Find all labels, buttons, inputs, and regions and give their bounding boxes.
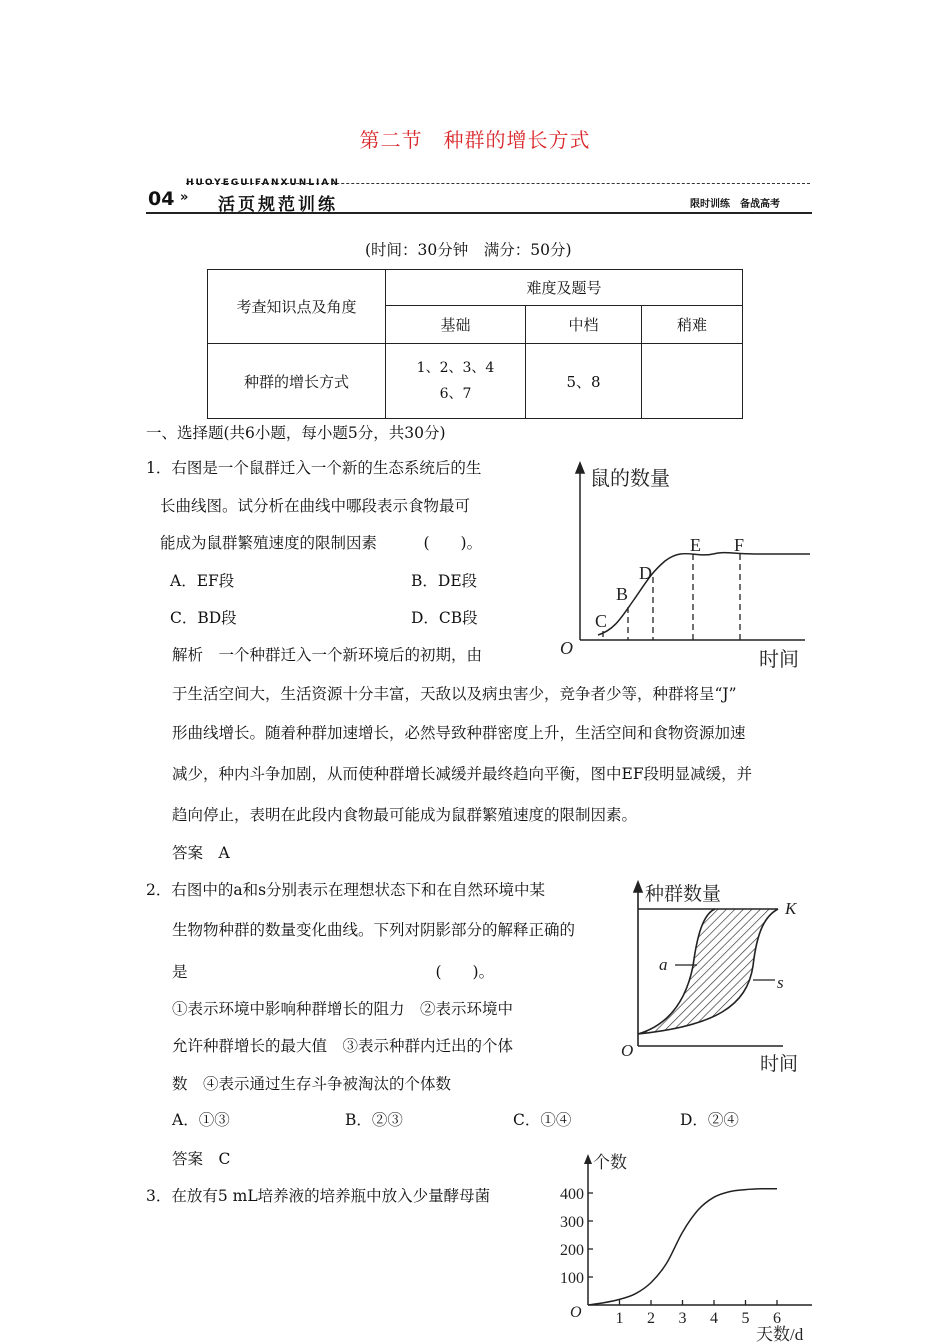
page-title: 第二节 种群的增长方式 <box>359 128 591 152</box>
table-cell-basic <box>386 344 526 419</box>
table-header-topic: 考查知识点及角度 <box>208 270 386 344</box>
q2-line2: 生物物种群的数量变化曲线。下列对阴影部分的解释正确的 <box>172 921 576 939</box>
q2-answer: 答案 C <box>172 1150 231 1168</box>
q3-x-tick-label: 5 <box>741 1310 750 1327</box>
q3-y-tick-label: 400 <box>560 1186 584 1203</box>
q1-point-e: E <box>690 535 701 555</box>
q2-line5: 允许种群增长的最大值 ③表示种群内迁出的个体 <box>172 1037 514 1055</box>
q1-y-arrow <box>576 463 584 473</box>
q2-line3: 是 ( )。 <box>172 963 495 981</box>
knowledge-table <box>207 269 743 419</box>
table-level-hard: 稍难 <box>642 306 743 344</box>
banner-rule <box>146 212 812 214</box>
q2-k-label: K <box>785 899 797 918</box>
q2-line1: 2．右图中的a和s分别表示在理想状态下和在自然环境中某 <box>146 881 546 899</box>
banner-pinyin: HUOYEGUIFANXUNLIAN <box>186 178 340 188</box>
q3-y-tick-label: 300 <box>560 1214 584 1231</box>
table-level-medium: 中档 <box>526 306 642 344</box>
q2-origin: O <box>621 1041 634 1060</box>
q1-option-a: A．EF段 <box>170 572 235 590</box>
population-figure <box>615 876 815 1076</box>
q3-x-tick-label: 1 <box>615 1310 624 1327</box>
section-heading: 一、选择题(共6小题，每小题5分，共30分) <box>146 424 446 442</box>
q2-ylabel: 种群数量 <box>645 883 722 905</box>
q1-analysis-2: 于生活空间大，生活资源十分丰富，天敌以及病虫害少，竞争者少等，种群将呈“J” <box>172 685 737 703</box>
q3-x-tick-label: 3 <box>678 1310 687 1327</box>
q2-xlabel: 时间 <box>760 1053 799 1075</box>
table-level-basic: 基础 <box>386 306 526 344</box>
q3-line1: 3．在放有5 mL培养液的培养瓶中放入少量酵母菌 <box>146 1187 491 1205</box>
q1-option-c: C．BD段 <box>170 609 237 627</box>
q3-growth-curve <box>588 1189 777 1305</box>
q1-option-b: B．DE段 <box>411 572 478 590</box>
q2-y-arrow <box>634 882 642 892</box>
q3-y-arrow <box>584 1154 592 1164</box>
q1-analysis-3: 形曲线增长。随着种群加速增长，必然导致种群密度上升，生活空间和食物资源加速 <box>172 724 746 742</box>
q1-origin: O <box>560 638 573 658</box>
q2-line6: 数 ④表示通过生存斗争被淘汰的个体数 <box>172 1075 452 1093</box>
q1-xlabel: 时间 <box>759 647 799 671</box>
table-cell-basic-line1: 1、2、3、4 <box>416 360 495 376</box>
q3-origin: O <box>570 1304 582 1321</box>
table-cell-hard <box>642 344 743 419</box>
q1-analysis-1: 解析 一个种群迁入一个新环境后的初期，由 <box>172 646 483 664</box>
q2-a-label: a <box>659 955 668 974</box>
q1-line2: 长曲线图。试分析在曲线中哪段表示食物最可 <box>160 497 471 515</box>
yeast-growth-chart <box>550 1148 820 1344</box>
q1-option-d: D．CB段 <box>411 609 478 627</box>
table-cell-medium: 5、8 <box>526 344 642 419</box>
q3-x-tick-label: 4 <box>710 1310 718 1327</box>
q2-s-label: s <box>777 973 784 992</box>
q1-point-b: B <box>616 584 629 604</box>
q1-line1: 1．右图是一个鼠群迁入一个新的生态系统后的生 <box>146 459 482 477</box>
q3-x-tick-label: 6 <box>773 1310 781 1327</box>
q1-line3: 能成为鼠群繁殖速度的限制因素 ( )。 <box>160 534 483 552</box>
table-cell-basic-line2: 6、7 <box>439 386 472 402</box>
q1-analysis-4: 减少，种内斗争加剧，从而使种群增长减缓并最终趋向平衡，图中EF段明显减缓，并 <box>172 765 753 783</box>
q1-analysis-5: 趋向停止，表明在此段内食物最可能成为鼠群繁殖速度的限制因素。 <box>172 806 638 824</box>
q2-option-c: C．①④ <box>513 1111 572 1129</box>
mouse-growth-figure <box>555 455 815 675</box>
table-row-label: 种群的增长方式 <box>208 344 386 419</box>
q1-point-d: D <box>639 563 652 583</box>
q1-point-c: C <box>595 611 608 631</box>
banner-number: 04 <box>148 188 175 210</box>
q1-point-f: F <box>734 535 745 555</box>
q3-xlabel: 天数/d <box>756 1325 804 1344</box>
table-header-difficulty: 难度及题号 <box>386 270 743 306</box>
q3-y-tick-label: 100 <box>560 1270 584 1287</box>
banner-arrow-icon: » <box>180 190 189 205</box>
q3-y-tick-label: 200 <box>560 1242 584 1259</box>
q1-ylabel: 鼠的数量 <box>590 466 670 490</box>
q2-option-d: D．②④ <box>680 1111 739 1129</box>
q3-x-tick-label: 2 <box>647 1310 655 1327</box>
q1-growth-curve <box>598 553 810 635</box>
q2-option-b: B．②③ <box>345 1111 403 1129</box>
q2-option-a: A．①③ <box>172 1111 230 1129</box>
banner-slogan: 限时训练 备战高考 <box>690 199 780 210</box>
q1-answer: 答案 A <box>172 844 230 862</box>
q3-ylabel: 个数 <box>593 1153 627 1173</box>
time-info: (时间：30分钟 满分：50分) <box>365 241 572 259</box>
q2-line4: ①表示环境中影响种群增长的阻力 ②表示环境中 <box>172 1000 514 1018</box>
banner-title: 活页规范训练 <box>218 195 338 215</box>
